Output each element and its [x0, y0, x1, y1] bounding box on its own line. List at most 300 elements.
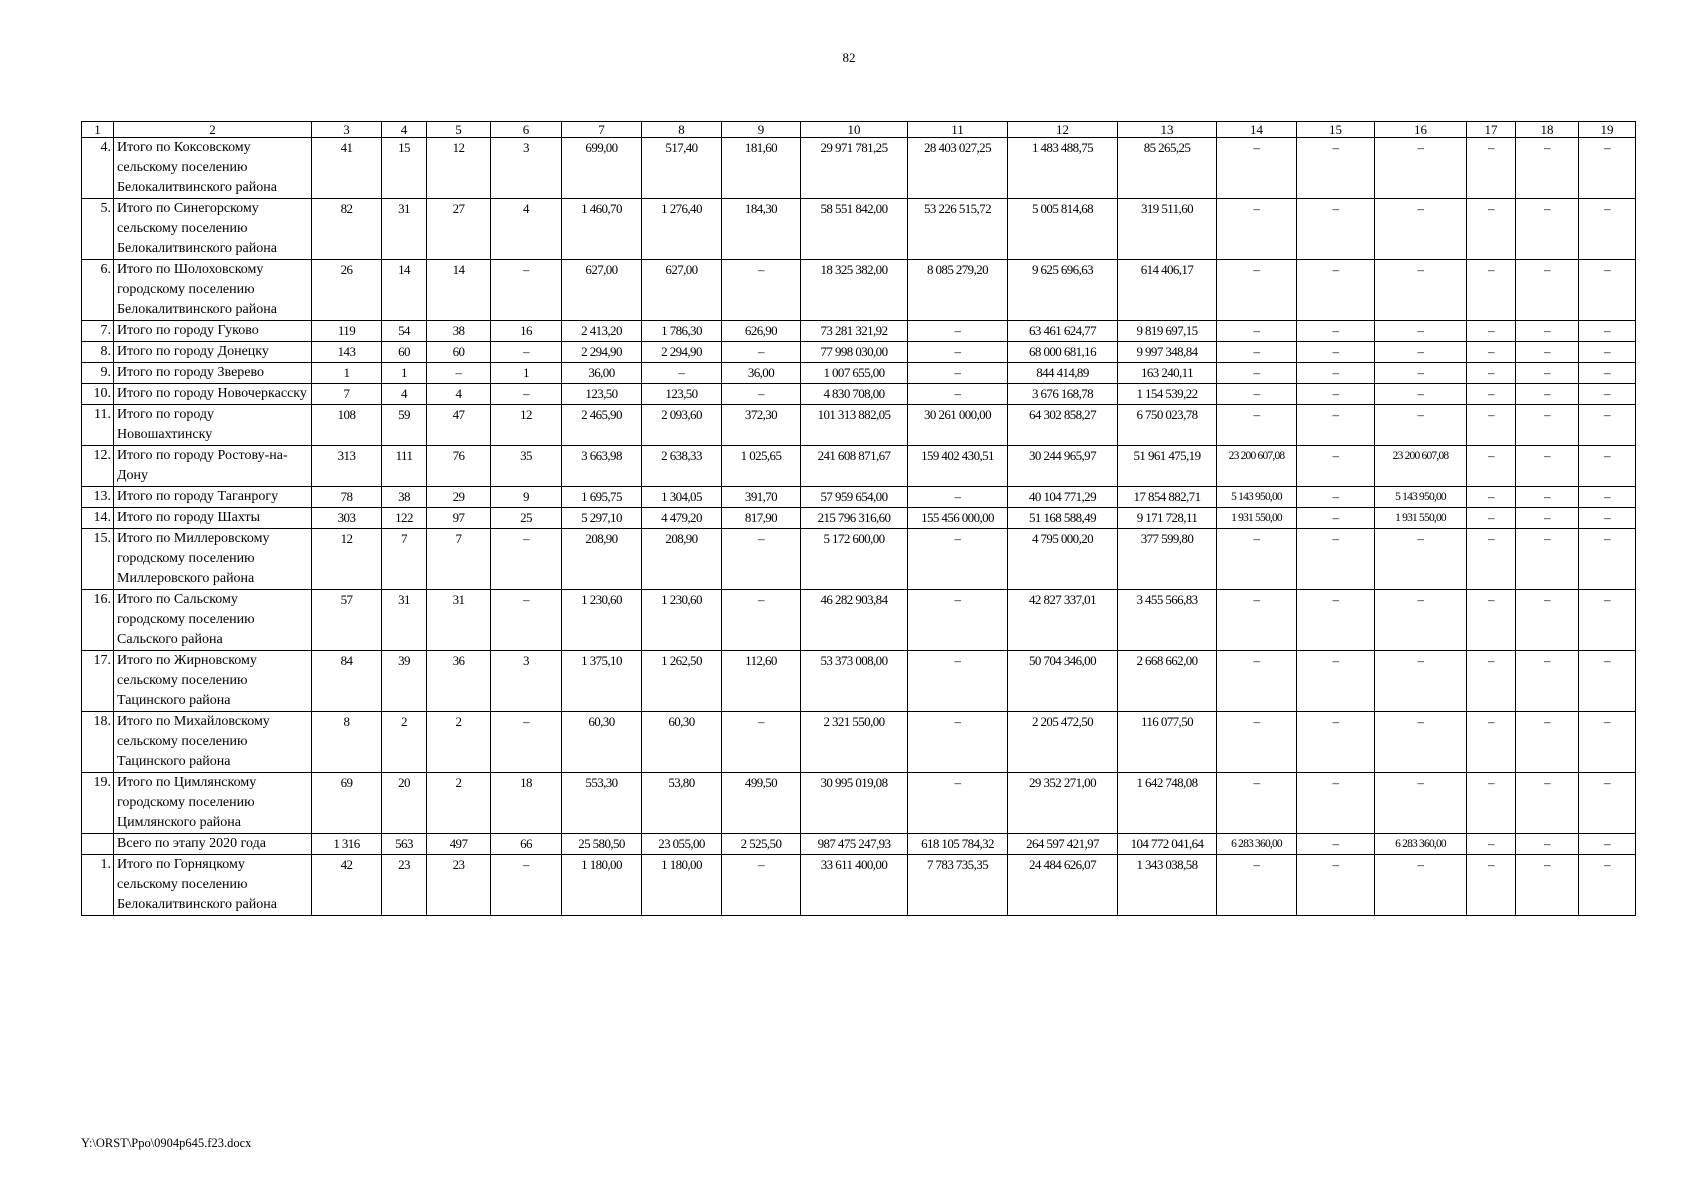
- row-number: 5.: [82, 199, 114, 260]
- cell-col-11: 7 783 735,35: [908, 855, 1008, 916]
- cell-col-14: –: [1217, 138, 1297, 199]
- row-name: Итого по городу Ростову-на-Дону: [114, 446, 312, 487]
- cell-col-6: 1: [491, 363, 562, 384]
- cell-col-5: 76: [427, 446, 491, 487]
- cell-col-16: –: [1375, 405, 1467, 446]
- cell-col-15: –: [1297, 855, 1375, 916]
- cell-col-13: 163 240,11: [1118, 363, 1217, 384]
- row-number: 6.: [82, 260, 114, 321]
- cell-col-9: –: [722, 590, 801, 651]
- cell-col-15: –: [1297, 405, 1375, 446]
- cell-col-6: 66: [491, 834, 562, 855]
- cell-col-15: –: [1297, 199, 1375, 260]
- cell-col-3: 57: [312, 590, 382, 651]
- cell-col-9: 181,60: [722, 138, 801, 199]
- column-header-4: 4: [382, 122, 427, 138]
- cell-col-7: 60,30: [562, 712, 642, 773]
- cell-col-4: 23: [382, 855, 427, 916]
- row-name: Итого по городу Шахты: [114, 508, 312, 529]
- cell-col-5: 14: [427, 260, 491, 321]
- cell-col-18: –: [1516, 384, 1579, 405]
- cell-col-10: 101 313 882,05: [801, 405, 908, 446]
- cell-col-5: 7: [427, 529, 491, 590]
- cell-col-10: 57 959 654,00: [801, 487, 908, 508]
- cell-col-13: 1 154 539,22: [1118, 384, 1217, 405]
- cell-col-12: 9 625 696,63: [1008, 260, 1118, 321]
- table-row: [82, 446, 1636, 487]
- cell-col-9: 184,30: [722, 199, 801, 260]
- cell-col-3: 108: [312, 405, 382, 446]
- table-row: [82, 487, 1636, 508]
- cell-col-15: –: [1297, 260, 1375, 321]
- cell-col-17: –: [1467, 529, 1516, 590]
- cell-col-13: 85 265,25: [1118, 138, 1217, 199]
- row-name: Всего по этапу 2020 года: [114, 834, 312, 855]
- cell-col-5: 2: [427, 712, 491, 773]
- cell-col-5: 27: [427, 199, 491, 260]
- cell-col-5: 497: [427, 834, 491, 855]
- cell-col-11: –: [908, 651, 1008, 712]
- cell-col-6: 25: [491, 508, 562, 529]
- cell-col-13: 9 819 697,15: [1118, 321, 1217, 342]
- cell-col-16: –: [1375, 712, 1467, 773]
- cell-col-8: 1 180,00: [642, 855, 722, 916]
- column-header-18: 18: [1516, 122, 1579, 138]
- cell-col-9: –: [722, 855, 801, 916]
- cell-col-12: 40 104 771,29: [1008, 487, 1118, 508]
- cell-col-11: –: [908, 487, 1008, 508]
- cell-col-18: –: [1516, 199, 1579, 260]
- table-row: [82, 138, 1636, 199]
- cell-col-3: 42: [312, 855, 382, 916]
- row-number: 11.: [82, 405, 114, 446]
- cell-col-7: 2 294,90: [562, 342, 642, 363]
- cell-col-8: 1 304,05: [642, 487, 722, 508]
- column-header-6: 6: [491, 122, 562, 138]
- cell-col-11: –: [908, 773, 1008, 834]
- cell-col-9: 2 525,50: [722, 834, 801, 855]
- cell-col-13: 51 961 475,19: [1118, 446, 1217, 487]
- cell-col-8: 2 638,33: [642, 446, 722, 487]
- cell-col-9: 1 025,65: [722, 446, 801, 487]
- cell-col-15: –: [1297, 321, 1375, 342]
- cell-col-8: 1 262,50: [642, 651, 722, 712]
- cell-col-18: –: [1516, 508, 1579, 529]
- cell-col-18: –: [1516, 855, 1579, 916]
- cell-col-19: –: [1579, 363, 1636, 384]
- cell-col-7: 627,00: [562, 260, 642, 321]
- cell-col-15: –: [1297, 773, 1375, 834]
- cell-col-7: 553,30: [562, 773, 642, 834]
- row-number: 17.: [82, 651, 114, 712]
- table-row: [82, 199, 1636, 260]
- cell-col-18: –: [1516, 529, 1579, 590]
- cell-col-17: –: [1467, 773, 1516, 834]
- cell-col-14: –: [1217, 199, 1297, 260]
- cell-col-12: 24 484 626,07: [1008, 855, 1118, 916]
- cell-col-12: 4 795 000,20: [1008, 529, 1118, 590]
- cell-col-15: –: [1297, 712, 1375, 773]
- cell-col-12: 30 244 965,97: [1008, 446, 1118, 487]
- cell-col-10: 46 282 903,84: [801, 590, 908, 651]
- cell-col-3: 1 316: [312, 834, 382, 855]
- cell-col-14: –: [1217, 773, 1297, 834]
- cell-col-9: –: [722, 712, 801, 773]
- cell-col-4: 31: [382, 590, 427, 651]
- cell-col-19: –: [1579, 508, 1636, 529]
- cell-col-12: 2 205 472,50: [1008, 712, 1118, 773]
- cell-col-11: –: [908, 529, 1008, 590]
- cell-col-12: 1 483 488,75: [1008, 138, 1118, 199]
- column-header-1: 1: [82, 122, 114, 138]
- cell-col-19: –: [1579, 529, 1636, 590]
- cell-col-10: 58 551 842,00: [801, 199, 908, 260]
- cell-col-9: 372,30: [722, 405, 801, 446]
- cell-col-3: 8: [312, 712, 382, 773]
- column-header-16: 16: [1375, 122, 1467, 138]
- header-row: [82, 122, 1636, 138]
- cell-col-7: 1 375,10: [562, 651, 642, 712]
- cell-col-8: 53,80: [642, 773, 722, 834]
- cell-col-15: –: [1297, 363, 1375, 384]
- cell-col-16: –: [1375, 363, 1467, 384]
- cell-col-3: 84: [312, 651, 382, 712]
- row-name: Итого по городу Новочеркасску: [114, 384, 312, 405]
- cell-col-14: 6 283 360,00: [1217, 834, 1297, 855]
- cell-col-19: –: [1579, 446, 1636, 487]
- cell-col-17: –: [1467, 405, 1516, 446]
- column-header-14: 14: [1217, 122, 1297, 138]
- cell-col-14: –: [1217, 321, 1297, 342]
- cell-col-16: –: [1375, 773, 1467, 834]
- row-number: 7.: [82, 321, 114, 342]
- cell-col-13: 1 642 748,08: [1118, 773, 1217, 834]
- cell-col-10: 33 611 400,00: [801, 855, 908, 916]
- row-number: 4.: [82, 138, 114, 199]
- cell-col-9: 817,90: [722, 508, 801, 529]
- cell-col-3: 69: [312, 773, 382, 834]
- cell-col-10: 241 608 871,67: [801, 446, 908, 487]
- cell-col-7: 1 460,70: [562, 199, 642, 260]
- cell-col-19: –: [1579, 405, 1636, 446]
- cell-col-4: 31: [382, 199, 427, 260]
- cell-col-18: –: [1516, 405, 1579, 446]
- row-number: 8.: [82, 342, 114, 363]
- row-number: 12.: [82, 446, 114, 487]
- column-header-10: 10: [801, 122, 908, 138]
- row-name: Итого по Миллеровскому городскому поселению Миллеровского района: [114, 529, 312, 590]
- table-row: [82, 342, 1636, 363]
- cell-col-6: –: [491, 855, 562, 916]
- cell-col-10: 5 172 600,00: [801, 529, 908, 590]
- cell-col-13: 17 854 882,71: [1118, 487, 1217, 508]
- cell-col-12: 5 005 814,68: [1008, 199, 1118, 260]
- cell-col-3: 119: [312, 321, 382, 342]
- cell-col-8: 23 055,00: [642, 834, 722, 855]
- cell-col-7: 3 663,98: [562, 446, 642, 487]
- cell-col-6: 3: [491, 138, 562, 199]
- column-header-13: 13: [1118, 122, 1217, 138]
- cell-col-8: 1 230,60: [642, 590, 722, 651]
- cell-col-10: 1 007 655,00: [801, 363, 908, 384]
- cell-col-10: 2 321 550,00: [801, 712, 908, 773]
- cell-col-6: –: [491, 529, 562, 590]
- cell-col-4: 563: [382, 834, 427, 855]
- cell-col-17: –: [1467, 321, 1516, 342]
- cell-col-11: –: [908, 321, 1008, 342]
- cell-col-5: 31: [427, 590, 491, 651]
- row-name: Итого по Цимлянскому городскому поселению Цимлянского района: [114, 773, 312, 834]
- cell-col-18: –: [1516, 651, 1579, 712]
- cell-col-9: 499,50: [722, 773, 801, 834]
- cell-col-7: 2 413,20: [562, 321, 642, 342]
- cell-col-19: –: [1579, 651, 1636, 712]
- cell-col-18: –: [1516, 590, 1579, 651]
- cell-col-4: 2: [382, 712, 427, 773]
- cell-col-10: 29 971 781,25: [801, 138, 908, 199]
- cell-col-6: 35: [491, 446, 562, 487]
- cell-col-19: –: [1579, 138, 1636, 199]
- cell-col-7: 1 695,75: [562, 487, 642, 508]
- cell-col-6: –: [491, 712, 562, 773]
- cell-col-3: 12: [312, 529, 382, 590]
- cell-col-15: –: [1297, 384, 1375, 405]
- cell-col-10: 77 998 030,00: [801, 342, 908, 363]
- cell-col-9: –: [722, 529, 801, 590]
- cell-col-3: 303: [312, 508, 382, 529]
- cell-col-14: –: [1217, 529, 1297, 590]
- column-header-17: 17: [1467, 122, 1516, 138]
- cell-col-12: 50 704 346,00: [1008, 651, 1118, 712]
- cell-col-13: 2 668 662,00: [1118, 651, 1217, 712]
- cell-col-11: –: [908, 363, 1008, 384]
- cell-col-16: –: [1375, 384, 1467, 405]
- cell-col-17: –: [1467, 363, 1516, 384]
- row-number: 13.: [82, 487, 114, 508]
- table-row: [82, 855, 1636, 916]
- cell-col-14: –: [1217, 384, 1297, 405]
- cell-col-7: 2 465,90: [562, 405, 642, 446]
- cell-col-4: 60: [382, 342, 427, 363]
- row-name: Итого по городу Донецку: [114, 342, 312, 363]
- cell-col-12: 3 676 168,78: [1008, 384, 1118, 405]
- table-row: [82, 773, 1636, 834]
- row-name: Итого по Горняцкому сельскому поселению Белокалитвинского района: [114, 855, 312, 916]
- data-table-container: [81, 121, 1625, 916]
- cell-col-14: 1 931 550,00: [1217, 508, 1297, 529]
- cell-col-10: 4 830 708,00: [801, 384, 908, 405]
- cell-col-8: 60,30: [642, 712, 722, 773]
- cell-col-17: –: [1467, 446, 1516, 487]
- row-number: [82, 834, 114, 855]
- cell-col-19: –: [1579, 342, 1636, 363]
- cell-col-16: –: [1375, 260, 1467, 321]
- cell-col-16: 1 931 550,00: [1375, 508, 1467, 529]
- cell-col-3: 313: [312, 446, 382, 487]
- cell-col-15: –: [1297, 138, 1375, 199]
- cell-col-7: 25 580,50: [562, 834, 642, 855]
- cell-col-18: –: [1516, 363, 1579, 384]
- row-number: 18.: [82, 712, 114, 773]
- cell-col-7: 699,00: [562, 138, 642, 199]
- cell-col-18: –: [1516, 446, 1579, 487]
- cell-col-4: 111: [382, 446, 427, 487]
- table-row: [82, 384, 1636, 405]
- cell-col-14: –: [1217, 651, 1297, 712]
- cell-col-19: –: [1579, 712, 1636, 773]
- row-number: 15.: [82, 529, 114, 590]
- table-row: [82, 712, 1636, 773]
- data-table: [81, 121, 1636, 916]
- row-number: 1.: [82, 855, 114, 916]
- cell-col-5: 47: [427, 405, 491, 446]
- cell-col-15: –: [1297, 446, 1375, 487]
- cell-col-3: 1: [312, 363, 382, 384]
- cell-col-9: 112,60: [722, 651, 801, 712]
- table-row: [82, 363, 1636, 384]
- table-row: [82, 321, 1636, 342]
- cell-col-13: 9 997 348,84: [1118, 342, 1217, 363]
- cell-col-7: 208,90: [562, 529, 642, 590]
- cell-col-3: 7: [312, 384, 382, 405]
- cell-col-6: –: [491, 384, 562, 405]
- cell-col-9: 626,90: [722, 321, 801, 342]
- cell-col-14: –: [1217, 855, 1297, 916]
- cell-col-8: 1 786,30: [642, 321, 722, 342]
- cell-col-9: –: [722, 384, 801, 405]
- row-name: Итого по Шолоховскому городскому поселению Белокалитвинского района: [114, 260, 312, 321]
- cell-col-6: –: [491, 590, 562, 651]
- cell-col-7: 123,50: [562, 384, 642, 405]
- cell-col-12: 29 352 271,00: [1008, 773, 1118, 834]
- row-number: 14.: [82, 508, 114, 529]
- row-name: Итого по городу Зверево: [114, 363, 312, 384]
- column-header-12: 12: [1008, 122, 1118, 138]
- cell-col-17: –: [1467, 138, 1516, 199]
- cell-col-16: –: [1375, 321, 1467, 342]
- cell-col-3: 143: [312, 342, 382, 363]
- cell-col-4: 7: [382, 529, 427, 590]
- cell-col-11: –: [908, 590, 1008, 651]
- cell-col-14: –: [1217, 712, 1297, 773]
- row-name: Итого по городу Таганрогу: [114, 487, 312, 508]
- cell-col-4: 4: [382, 384, 427, 405]
- cell-col-6: 9: [491, 487, 562, 508]
- cell-col-17: –: [1467, 487, 1516, 508]
- cell-col-18: –: [1516, 834, 1579, 855]
- cell-col-8: –: [642, 363, 722, 384]
- cell-col-5: 38: [427, 321, 491, 342]
- column-header-15: 15: [1297, 122, 1375, 138]
- cell-col-17: –: [1467, 508, 1516, 529]
- cell-col-13: 6 750 023,78: [1118, 405, 1217, 446]
- cell-col-19: –: [1579, 384, 1636, 405]
- cell-col-8: 627,00: [642, 260, 722, 321]
- cell-col-4: 1: [382, 363, 427, 384]
- cell-col-17: –: [1467, 260, 1516, 321]
- cell-col-15: –: [1297, 834, 1375, 855]
- cell-col-14: 5 143 950,00: [1217, 487, 1297, 508]
- cell-col-5: 60: [427, 342, 491, 363]
- cell-col-18: –: [1516, 712, 1579, 773]
- cell-col-8: 123,50: [642, 384, 722, 405]
- cell-col-18: –: [1516, 260, 1579, 321]
- cell-col-12: 63 461 624,77: [1008, 321, 1118, 342]
- column-header-5: 5: [427, 122, 491, 138]
- column-header-8: 8: [642, 122, 722, 138]
- column-header-11: 11: [908, 122, 1008, 138]
- cell-col-15: –: [1297, 487, 1375, 508]
- cell-col-7: 1 230,60: [562, 590, 642, 651]
- cell-col-7: 36,00: [562, 363, 642, 384]
- cell-col-11: 8 085 279,20: [908, 260, 1008, 321]
- cell-col-13: 3 455 566,83: [1118, 590, 1217, 651]
- footer-file-path: Y:\ORST\Ppo\0904p645.f23.docx: [81, 1136, 252, 1150]
- cell-col-5: 12: [427, 138, 491, 199]
- table-row: [82, 260, 1636, 321]
- cell-col-16: –: [1375, 651, 1467, 712]
- cell-col-3: 41: [312, 138, 382, 199]
- cell-col-14: –: [1217, 342, 1297, 363]
- cell-col-17: –: [1467, 651, 1516, 712]
- cell-col-11: 159 402 430,51: [908, 446, 1008, 487]
- cell-col-18: –: [1516, 138, 1579, 199]
- cell-col-13: 116 077,50: [1118, 712, 1217, 773]
- cell-col-19: –: [1579, 199, 1636, 260]
- cell-col-19: –: [1579, 487, 1636, 508]
- cell-col-17: –: [1467, 342, 1516, 363]
- cell-col-9: –: [722, 260, 801, 321]
- cell-col-10: 18 325 382,00: [801, 260, 908, 321]
- cell-col-11: 155 456 000,00: [908, 508, 1008, 529]
- cell-col-3: 78: [312, 487, 382, 508]
- cell-col-16: –: [1375, 855, 1467, 916]
- cell-col-8: 2 093,60: [642, 405, 722, 446]
- cell-col-3: 26: [312, 260, 382, 321]
- cell-col-8: 1 276,40: [642, 199, 722, 260]
- cell-col-13: 1 343 038,58: [1118, 855, 1217, 916]
- cell-col-11: 618 105 784,32: [908, 834, 1008, 855]
- cell-col-10: 987 475 247,93: [801, 834, 908, 855]
- cell-col-13: 9 171 728,11: [1118, 508, 1217, 529]
- cell-col-13: 377 599,80: [1118, 529, 1217, 590]
- table-row: [82, 405, 1636, 446]
- column-header-3: 3: [312, 122, 382, 138]
- cell-col-14: –: [1217, 363, 1297, 384]
- cell-col-18: –: [1516, 321, 1579, 342]
- cell-col-11: 53 226 515,72: [908, 199, 1008, 260]
- cell-col-12: 68 000 681,16: [1008, 342, 1118, 363]
- cell-col-11: 28 403 027,25: [908, 138, 1008, 199]
- table-row: [82, 529, 1636, 590]
- cell-col-17: –: [1467, 834, 1516, 855]
- cell-col-9: 391,70: [722, 487, 801, 508]
- row-number: 16.: [82, 590, 114, 651]
- cell-col-14: –: [1217, 405, 1297, 446]
- cell-col-6: 4: [491, 199, 562, 260]
- cell-col-5: 23: [427, 855, 491, 916]
- cell-col-6: 3: [491, 651, 562, 712]
- cell-col-15: –: [1297, 590, 1375, 651]
- cell-col-12: 844 414,89: [1008, 363, 1118, 384]
- cell-col-13: 319 511,60: [1118, 199, 1217, 260]
- row-name: Итого по Синегорскому сельскому поселению Белокалитвинского района: [114, 199, 312, 260]
- cell-col-11: –: [908, 384, 1008, 405]
- cell-col-17: –: [1467, 199, 1516, 260]
- cell-col-6: 16: [491, 321, 562, 342]
- column-header-2: 2: [114, 122, 312, 138]
- cell-col-3: 82: [312, 199, 382, 260]
